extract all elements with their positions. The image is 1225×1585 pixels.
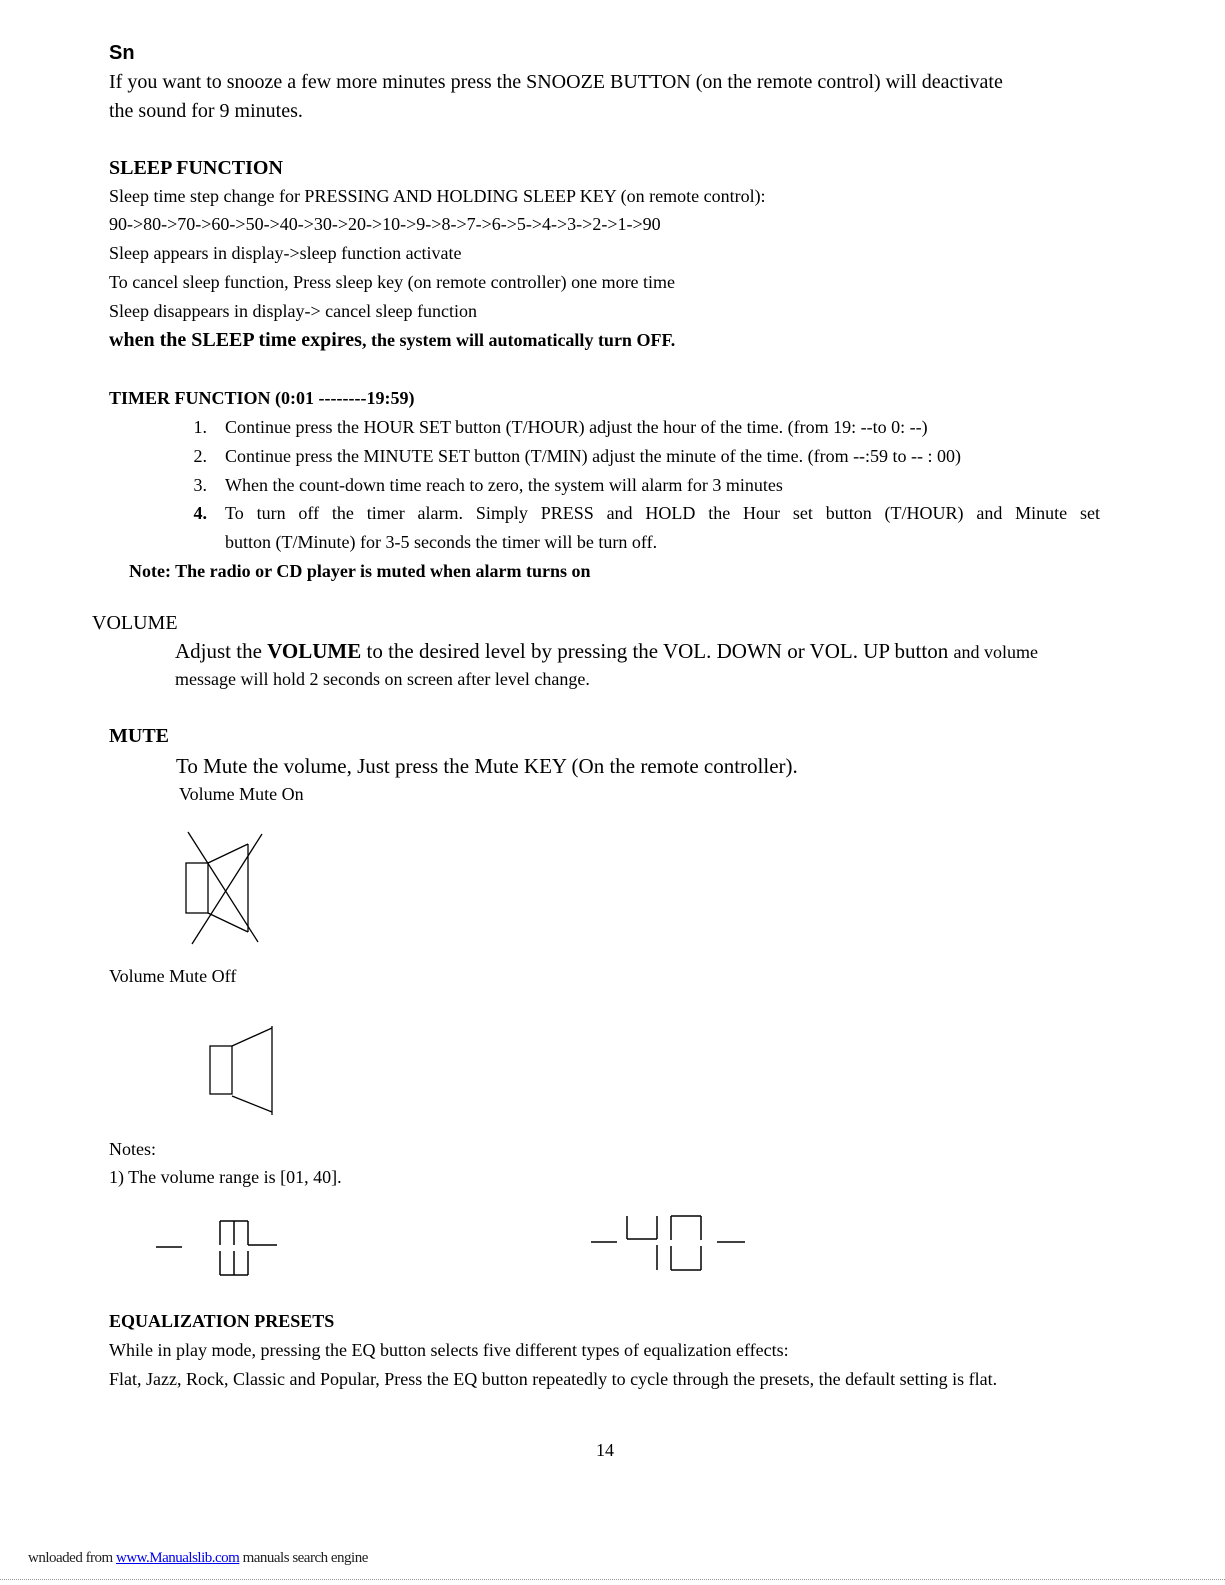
page-number: 14 (596, 1440, 614, 1460)
notes-heading: Notes: (109, 1139, 156, 1159)
sleep-line-4: To cancel sleep function, Press sleep key (on remote controller) one more time (109, 272, 676, 292)
notes-line-1: 1) The volume range is [01, 40]. (109, 1167, 342, 1187)
timer-item-4: To turn off the timer alarm. Simply PRESS and HOLD the Hour set button (T/HOUR) and Minute set (225, 503, 1100, 523)
snooze-heading: Sn (109, 42, 135, 64)
mute-heading: MUTE (109, 725, 169, 747)
volume-display-40 (585, 1210, 755, 1280)
timer-item-4-number: 4. (193, 503, 207, 523)
snooze-line-1: If you want to snooze a few more minutes press the SNOOZE BUTTON (on the remote control) will deactivate (109, 71, 1003, 93)
sleep-expire-phrase: when the SLEEP time expires (109, 329, 362, 351)
sleep-heading: SLEEP FUNCTION (109, 157, 283, 179)
timer-item-3-number: 3. (193, 475, 207, 495)
eq-heading: EQUALIZATION PRESETS (109, 1311, 335, 1331)
volume-text-a: Adjust the (175, 639, 268, 663)
timer-heading: TIMER FUNCTION (0:01 --------19:59) (109, 388, 415, 408)
timer-item-2-number: 2. (193, 446, 207, 466)
sleep-expire-rest: , the system will automatically turn OFF. (361, 330, 676, 350)
mute-line-1: To Mute the volume, Just press the Mute KEY (On the remote controller). (176, 754, 798, 778)
speaker-muted-icon (180, 828, 270, 950)
sleep-line-3: Sleep appears in display->sleep function activate (109, 243, 462, 263)
volume-line-1 (175, 639, 1038, 664)
volume-text-d: and volume (953, 642, 1038, 662)
mute-on-label: Volume Mute On (179, 784, 304, 804)
manualslib-link[interactable]: www.Manualslib.com (115, 1550, 240, 1566)
timer-item-1: Continue press the HOUR SET button (T/HOUR) adjust the hour of the time. (from 19: --to 0: --) (225, 417, 928, 437)
timer-item-1-number: 1. (193, 417, 207, 437)
timer-item-3: When the count-down time reach to zero, the system will alarm for 3 minutes (225, 475, 783, 495)
timer-item-2: Continue press the MINUTE SET button (T/MIN) adjust the minute of the time. (from --:59 to -- : 00) (225, 446, 962, 466)
speaker-icon (205, 1024, 280, 1119)
volume-display-01 (150, 1215, 285, 1280)
volume-line-2: message will hold 2 seconds on screen after level change. (175, 669, 590, 689)
timer-note: Note: The radio or CD player is muted when alarm turns on (129, 561, 591, 581)
volume-text-c: to the desired level by pressing the VOL. DOWN or VOL. UP button (361, 639, 954, 663)
volume-heading: VOLUME (92, 612, 178, 634)
sleep-line-1: Sleep time step change for PRESSING AND HOLDING SLEEP KEY (on remote control): (109, 186, 766, 206)
snooze-line-2: the sound for 9 minutes. (109, 100, 303, 122)
volume-keyword: VOLUME (267, 639, 362, 663)
mute-off-label: Volume Mute Off (109, 966, 237, 986)
footer (28, 1550, 368, 1567)
eq-line-1: While in play mode, pressing the EQ button selects five different types of equalization effects: (109, 1340, 789, 1360)
sleep-line-6 (109, 329, 675, 352)
footer-suffix: manuals search engine (239, 1550, 368, 1566)
sleep-line-5: Sleep disappears in display-> cancel sleep function (109, 301, 478, 321)
timer-item-4-continued: button (T/Minute) for 3-5 seconds the timer will be turn off. (225, 532, 658, 552)
sleep-line-2: 90->80->70->60->50->40->30->20->10->9->8->7->6->5->4->3->2->1->90 (109, 214, 661, 234)
eq-line-2: Flat, Jazz, Rock, Classic and Popular, Press the EQ button repeatedly to cycle through the presets, the default setting is flat. (109, 1369, 998, 1389)
footer-prefix: wnloaded from (28, 1550, 116, 1566)
footer-divider (0, 1579, 1225, 1580)
